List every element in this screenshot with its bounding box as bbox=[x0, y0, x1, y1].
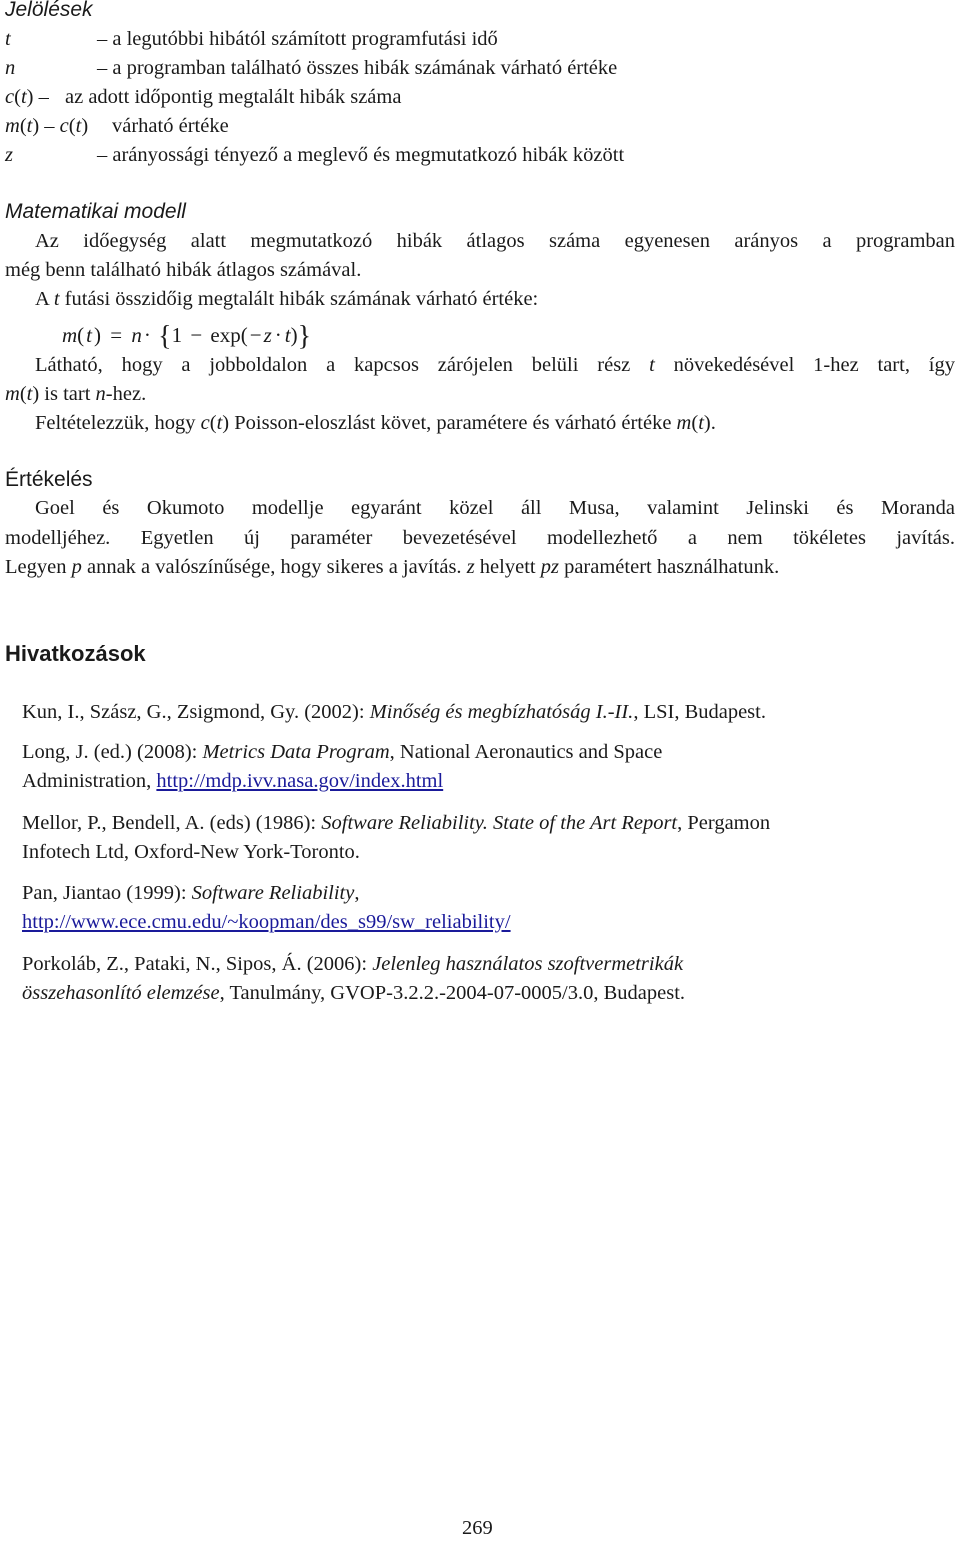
reference-mellor-line-2: Infotech Ltd, Oxford-New York-Toronto. bbox=[22, 841, 360, 863]
definition-symbol: z bbox=[5, 144, 13, 166]
reference-porkolab-line-2: összehasonlító elemzése, Tanulmány, GVOP-3.2.2.-2004-07-0005/3.0, Budapest. bbox=[22, 982, 686, 1004]
definition-text: az adott időpontig megtalált hibák száma bbox=[65, 86, 402, 108]
model-paragraph-3-line-2: m(t) is tart n-hez. bbox=[5, 383, 147, 405]
evaluation-line-2: modelljéhez. Egyetlen új paraméter bevezetésével modellezhető a nem tökéletes javítás. bbox=[5, 527, 955, 549]
definition-symbol: t bbox=[5, 28, 11, 50]
definition-symbol: c(t) – bbox=[5, 86, 49, 108]
link-nasa-mdp[interactable]: http://mdp.ivv.nasa.gov/index.html bbox=[156, 770, 444, 792]
evaluation-line-3: Legyen p annak a valószínűsége, hogy sikeres a javítás. z helyett pz paramétert használhatunk. bbox=[5, 556, 780, 578]
reference-porkolab-line-1: Porkoláb, Z., Pataki, N., Sipos, Á. (2006): Jelenleg használatos szoftvermetrikák bbox=[22, 953, 684, 975]
definition-symbol: n bbox=[5, 57, 16, 79]
evaluation-line-1: Goel és Okumoto modellje egyaránt közel áll Musa, valamint Jelinski és Moranda bbox=[35, 497, 955, 519]
reference-long-line-1: Long, J. (ed.) (2008): Metrics Data Program, National Aeronautics and Space bbox=[22, 741, 663, 763]
reference-mellor-line-1: Mellor, P., Bendell, A. (eds) (1986): Software Reliability. State of the Art Report, Pergamon bbox=[22, 812, 771, 834]
reference-long-line-2: Administration, http://mdp.ivv.nasa.gov/index.html bbox=[22, 770, 444, 792]
link-cmu-reliability[interactable]: http://www.ece.cmu.edu/~koopman/des_s99/sw_reliability/ bbox=[22, 911, 511, 933]
heading-hivatkozasok: Hivatkozások bbox=[5, 641, 146, 666]
model-paragraph-1-line-2: még benn található hibák átlagos számával. bbox=[5, 259, 362, 281]
definition-symbol: m(t) – c(t) bbox=[5, 115, 89, 137]
reference-pan-line-1: Pan, Jiantao (1999): Software Reliability, bbox=[22, 882, 360, 904]
model-paragraph-1-line-1: Az időegység alatt megmutatkozó hibák átlagos száma egyenesen arányos a programban bbox=[35, 230, 955, 252]
definition-text: – arányossági tényező a meglevő és megmutatkozó hibák között bbox=[97, 144, 625, 166]
definition-text: – a legutóbbi hibától számított programfutási idő bbox=[97, 28, 498, 50]
formula-m-of-t: m(t) = n· {1 − exp(−z · t)} bbox=[62, 321, 312, 352]
reference-pan-line-2 bbox=[22, 911, 511, 934]
definition-text: várható értéke bbox=[112, 115, 229, 137]
heading-ertekeles: Értékelés bbox=[5, 468, 93, 491]
heading-jelolesek: Jelölések bbox=[5, 0, 93, 21]
definition-text: – a programban található összes hibák számának várható értéke bbox=[97, 57, 618, 79]
heading-modell: Matematikai modell bbox=[5, 200, 186, 223]
reference-kun: Kun, I., Szász, G., Zsigmond, Gy. (2002): Minőség és megbízhatóság I.-II., LSI, Budapest. bbox=[22, 701, 766, 723]
model-paragraph-2: A t futási összidőig megtalált hibák számának várható értéke: bbox=[35, 288, 539, 310]
model-paragraph-4: Feltételezzük, hogy c(t) Poisson-eloszlást követ, paramétere és várható értéke m(t). bbox=[35, 412, 716, 434]
model-paragraph-3-line-1: Látható, hogy a jobboldalon a kapcsos zárójelen belüli rész t növekedésével 1-hez tart, így bbox=[35, 354, 955, 376]
page-number: 269 bbox=[462, 1517, 493, 1539]
